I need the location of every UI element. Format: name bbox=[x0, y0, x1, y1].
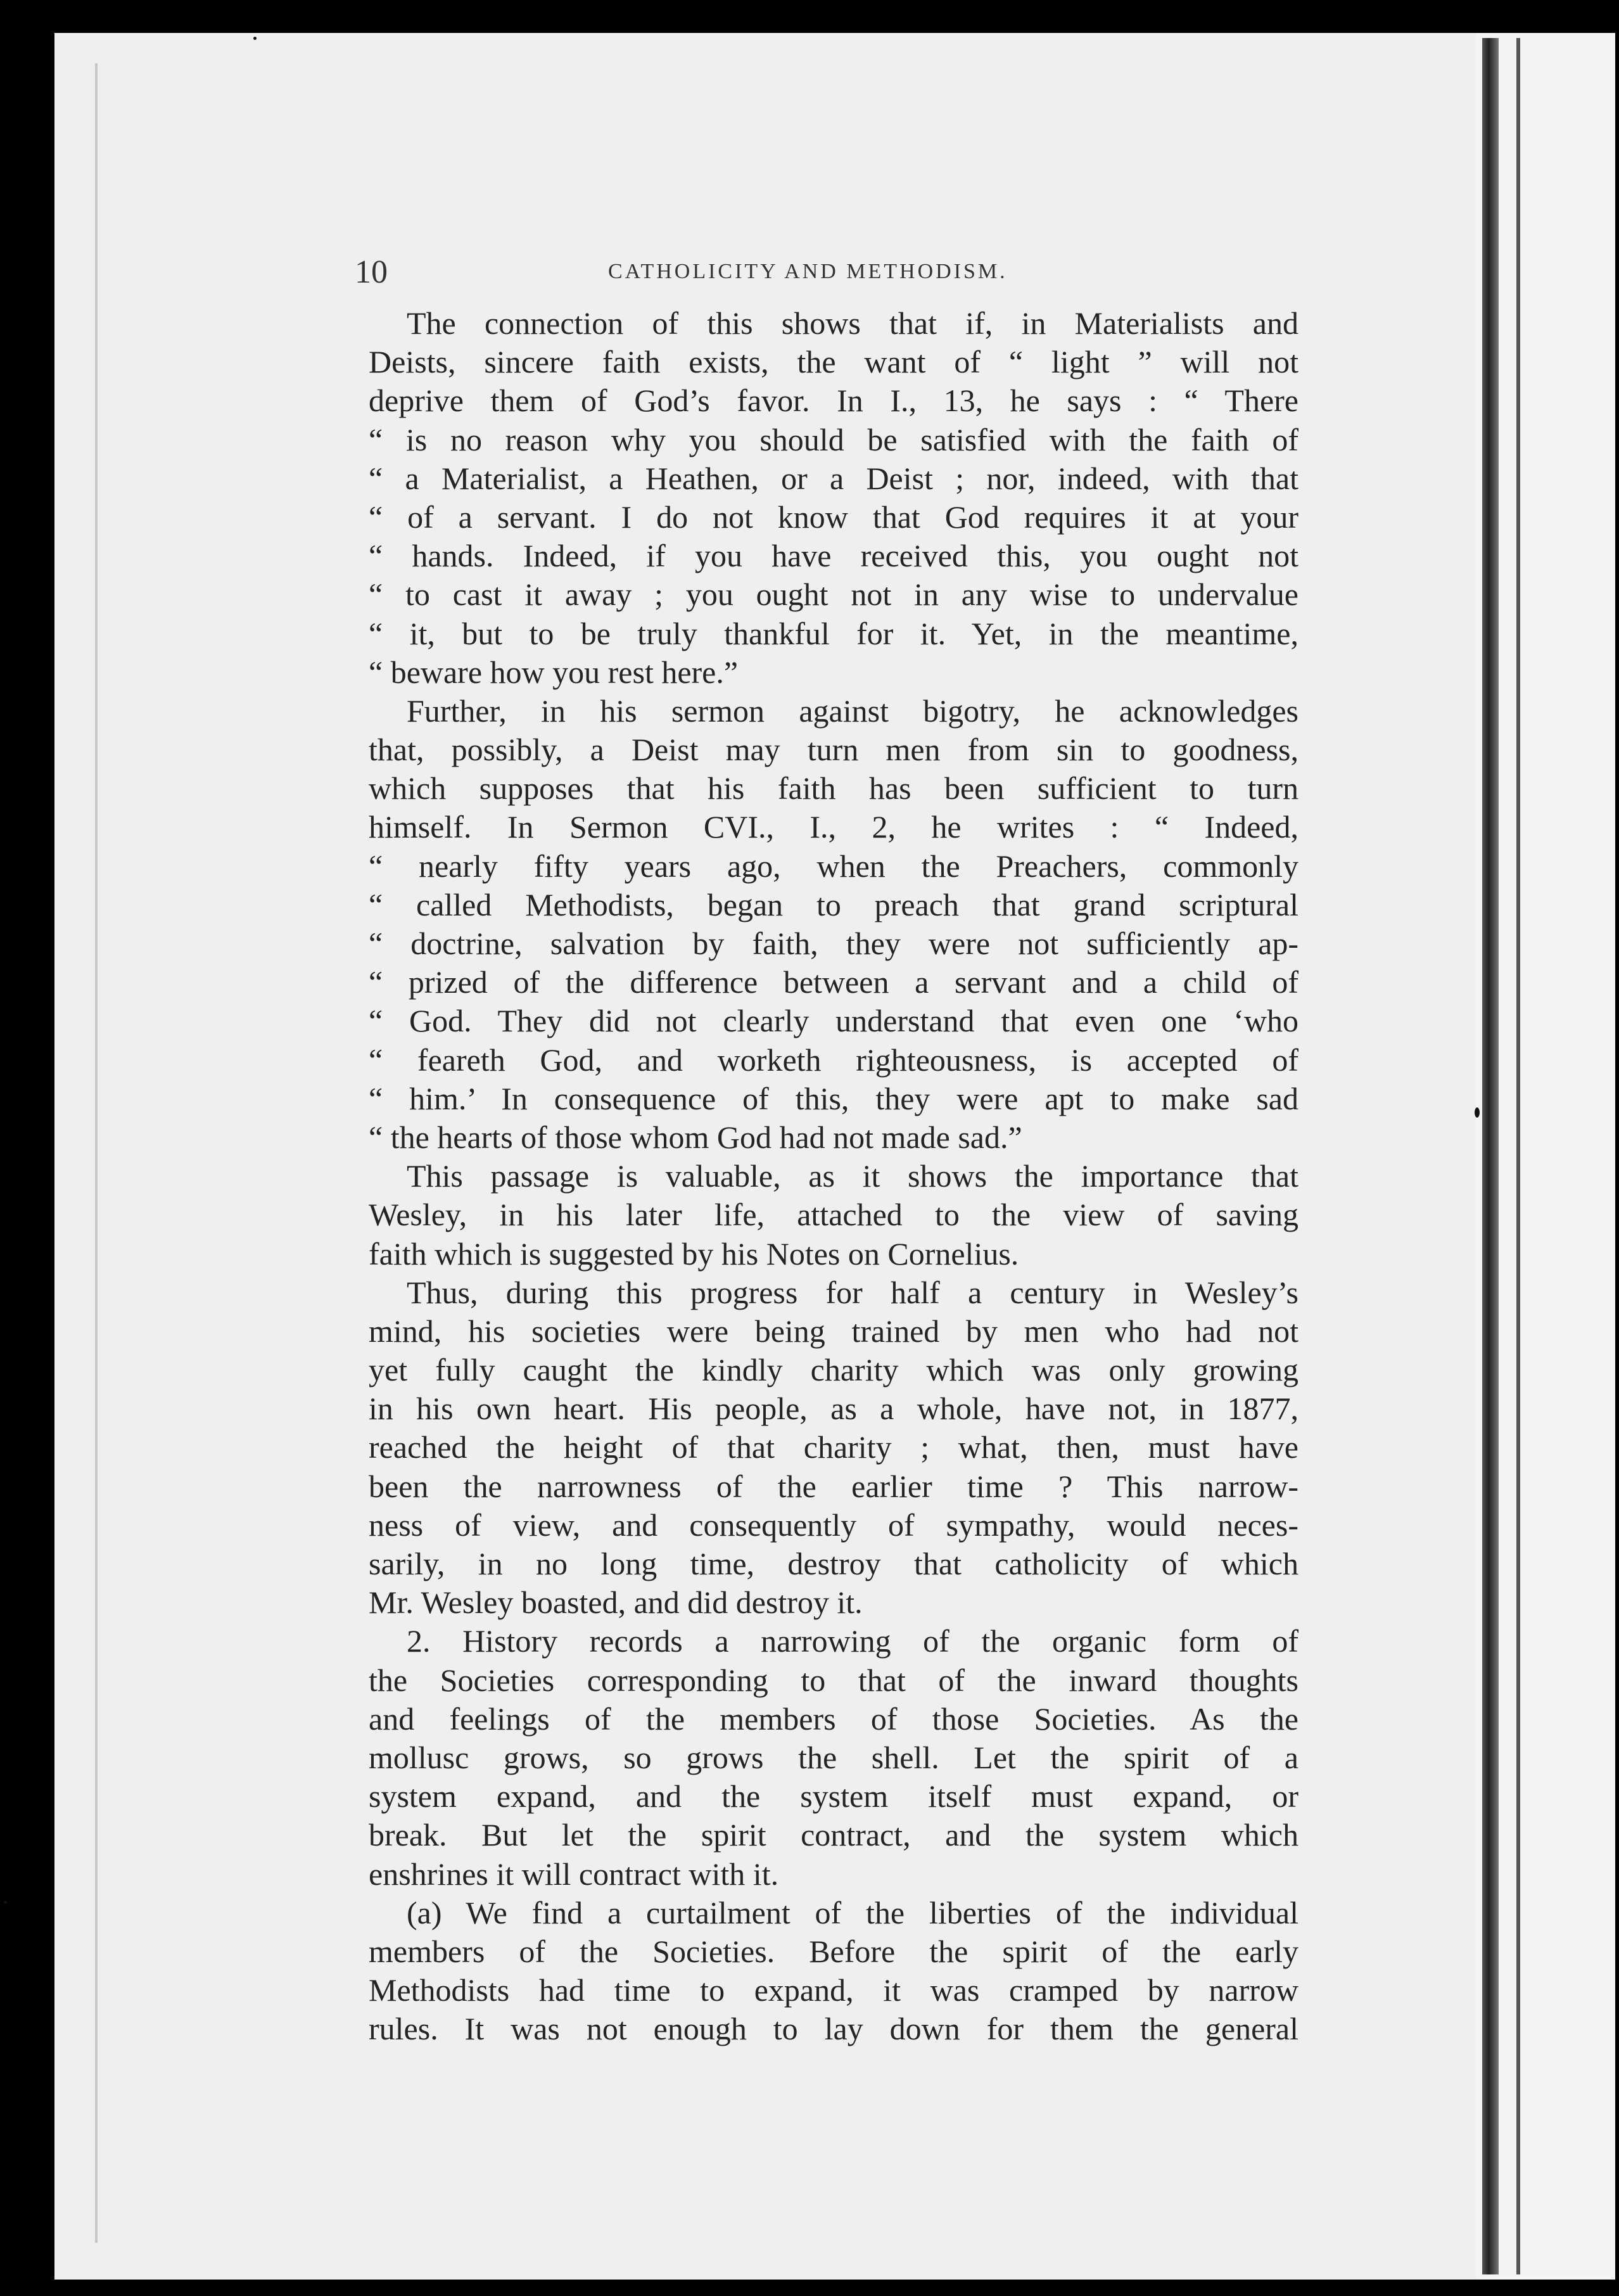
text-line: yet fully caught the kindly charity which was only growing bbox=[369, 1352, 1298, 1388]
paragraph bbox=[369, 692, 1298, 1157]
paragraph bbox=[369, 1157, 1298, 1273]
page-number: 10 bbox=[355, 254, 388, 290]
text-line: Methodists had time to expand, it was cramped by narrow bbox=[369, 1972, 1298, 2008]
page-header bbox=[355, 247, 1279, 298]
text-line: Further, in his sermon against bigotry, he acknowledges bbox=[407, 692, 1298, 729]
text-line: ness of view, and consequently of sympathy, would neces- bbox=[369, 1507, 1298, 1543]
text-line: rules. It was not enough to lay down for them the general bbox=[369, 2011, 1298, 2047]
paragraph bbox=[369, 1273, 1298, 1623]
text-line: “ called Methodists, began to preach that grand scriptural bbox=[369, 886, 1298, 922]
text-line: break. But let the spirit contract, and the system which bbox=[369, 1817, 1298, 1853]
text-line: “ prized of the difference between a servant and a child of bbox=[369, 964, 1298, 1000]
text-line: “ of a servant. I do not know that God requires it at your bbox=[369, 499, 1298, 535]
text-line: Mr. Wesley boasted, and did destroy it. bbox=[369, 1585, 863, 1621]
text-line: and feelings of the members of those Societies. As the bbox=[369, 1700, 1298, 1737]
scan-speck bbox=[253, 37, 257, 40]
text-line: that, possibly, a Deist may turn men from sin to goodness, bbox=[369, 732, 1298, 768]
text-line: mollusc grows, so grows the shell. Let the spirit of a bbox=[369, 1739, 1298, 1775]
text-line: system expand, and the system itself must expand, or bbox=[369, 1778, 1298, 1814]
text-line: “ it, but to be truly thankful for it. Yet, in the meantime, bbox=[369, 615, 1298, 651]
text-line: Deists, sincere faith exists, the want of “ light ” will not bbox=[369, 344, 1298, 380]
text-line: (a) We find a curtailment of the liberties of the individual bbox=[407, 1894, 1298, 1930]
text-line: “ hands. Indeed, if you have received this, you ought not bbox=[369, 538, 1298, 574]
body-text bbox=[369, 304, 1298, 2048]
text-line: been the narrowness of the earlier time ? This narrow- bbox=[369, 1468, 1298, 1504]
text-line: deprive them of God’s favor. In I., 13, he says : “ There bbox=[369, 383, 1298, 419]
text-line: “ is no reason why you should be satisfied with the faith of bbox=[369, 421, 1298, 457]
text-line: “ the hearts of those whom God had not made sad.” bbox=[369, 1119, 1022, 1155]
text-line: The connection of this shows that if, in Materialists and bbox=[407, 305, 1298, 341]
text-line: the Societies corresponding to that of the inward thoughts bbox=[369, 1662, 1298, 1698]
text-line: reached the height of that charity ; what, then, must have bbox=[369, 1429, 1298, 1465]
paragraph bbox=[369, 1622, 1298, 1893]
text-line: sarily, in no long time, destroy that catholicity of which bbox=[369, 1546, 1298, 1581]
text-line: members of the Societies. Before the spirit of the early bbox=[369, 1933, 1298, 1969]
running-head: CATHOLICITY AND METHODISM. bbox=[608, 260, 1008, 283]
text-line: “ feareth God, and worketh righteousness, is accepted of bbox=[369, 1042, 1298, 1078]
text-line: mind, his societies were being trained by men who had not bbox=[369, 1313, 1298, 1349]
scan-speck bbox=[4, 1901, 7, 1904]
text-line: which supposes that his faith has been sufficient to turn bbox=[369, 770, 1298, 807]
text-line: “ a Materialist, a Heathen, or a Deist ; nor, indeed, with that bbox=[369, 460, 1298, 496]
book-spine bbox=[1482, 38, 1499, 2274]
scan-speck bbox=[1475, 1107, 1480, 1118]
text-line: enshrines it will contract with it. bbox=[369, 1856, 779, 1892]
text-line: Thus, during this progress for half a century in Wesley’s bbox=[407, 1274, 1298, 1310]
text-line: himself. In Sermon CVI., I., 2, he writes : “ Indeed, bbox=[369, 809, 1298, 845]
book-spine-edge bbox=[1516, 38, 1520, 2274]
text-line: “ doctrine, salvation by faith, they were not sufficiently ap- bbox=[369, 926, 1298, 961]
text-line: “ nearly fifty years ago, when the Preachers, commonly bbox=[369, 848, 1298, 884]
text-line: Wesley, in his later life, attached to the view of saving bbox=[369, 1197, 1298, 1233]
text-line: 2. History records a narrowing of the organic form of bbox=[407, 1623, 1298, 1659]
text-line: This passage is valuable, as it shows the importance that bbox=[407, 1158, 1298, 1194]
text-line: “ beware how you rest here.” bbox=[369, 654, 739, 690]
text-line: “ God. They did not clearly understand that even one ‘who bbox=[369, 1003, 1298, 1039]
page-fold-line bbox=[95, 63, 98, 2243]
text-line: faith which is suggested by his Notes on Cornelius. bbox=[369, 1235, 1019, 1272]
paragraph bbox=[369, 1894, 1298, 2049]
paragraph bbox=[369, 304, 1298, 692]
text-line: “ to cast it away ; you ought not in any wise to undervalue bbox=[369, 577, 1298, 613]
text-line: in his own heart. His people, as a whole, have not, in 1877, bbox=[369, 1391, 1298, 1427]
text-line: “ him.’ In consequence of this, they were apt to make sad bbox=[369, 1080, 1298, 1116]
